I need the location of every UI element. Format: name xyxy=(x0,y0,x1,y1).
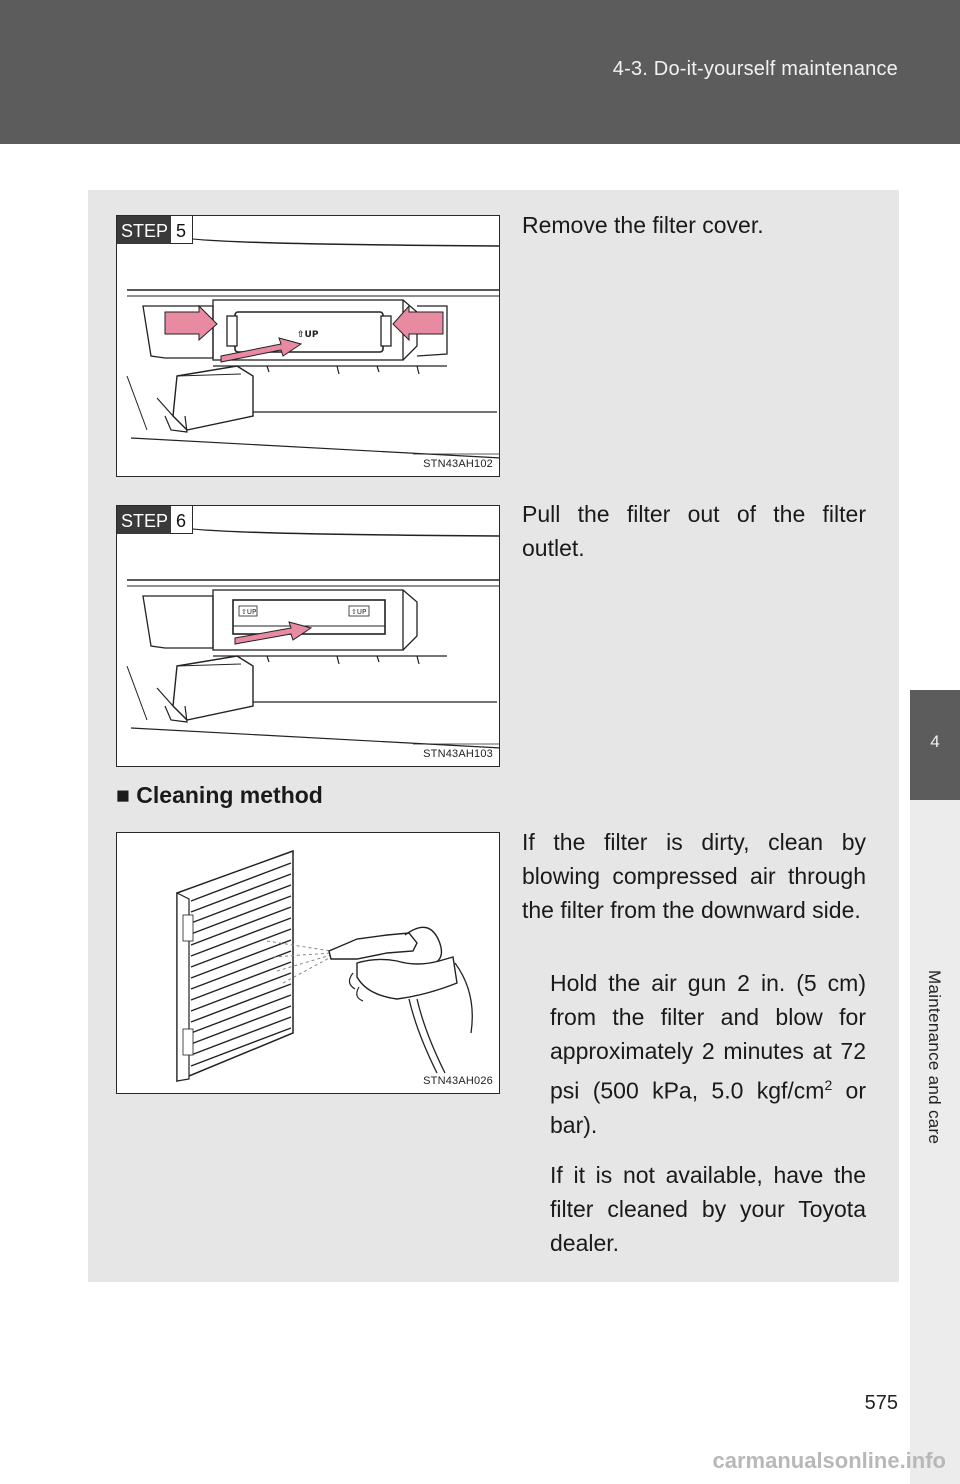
airgun-note-main: Hold the air gun 2 in. (5 cm) from the filter and blow for approximately 2 minutes at 72 psi (500 kPa, 5.0 kgf/cm xyxy=(550,970,866,1104)
cleaning-heading-text: Cleaning method xyxy=(136,782,323,808)
cleaning-note-airgun xyxy=(550,966,866,1142)
step5-figure xyxy=(116,215,500,477)
cleaning-figure xyxy=(116,832,500,1094)
chapter-number: 4 xyxy=(930,732,940,751)
svg-text:⇧UP: ⇧UP xyxy=(351,608,367,616)
air-gun-filter-illustration xyxy=(117,833,500,1094)
airgun-note-superscript: 2 xyxy=(824,1077,833,1093)
step-number: 6 xyxy=(171,506,193,534)
step-number: 5 xyxy=(171,216,193,244)
step-badge xyxy=(117,216,193,244)
figure-code: STN43AH103 xyxy=(423,748,493,760)
step6-figure xyxy=(116,505,500,767)
step6-text: Pull the filter out of the filter outlet. xyxy=(522,501,866,561)
chapter-label-text: Maintenance and care xyxy=(925,970,944,1145)
section-title: 4-3. Do-it-yourself maintenance xyxy=(612,58,898,80)
cleaning-paragraph: If the filter is dirty, clean by blowing compressed air through the filter from the downward side. xyxy=(522,829,866,923)
page-number: 575 xyxy=(864,1392,898,1414)
airgun-note-tail: or bar). xyxy=(550,1077,867,1138)
figure-code: STN43AH026 xyxy=(423,1075,493,1087)
svg-text:⇧UP: ⇧UP xyxy=(297,330,319,340)
cleaning-heading xyxy=(116,782,323,809)
step-word: STEP xyxy=(117,506,171,534)
figure-code: STN43AH102 xyxy=(423,458,493,470)
page-header xyxy=(0,0,960,144)
watermark: carmanualsonline.info xyxy=(712,1448,946,1473)
chapter-tab xyxy=(910,690,960,800)
filter-pull-illustration xyxy=(117,506,500,767)
chapter-side-label xyxy=(910,800,960,1484)
step-badge xyxy=(117,506,193,534)
step5-text: Remove the filter cover. xyxy=(522,212,764,238)
step-word: STEP xyxy=(117,216,171,244)
filter-cover-illustration xyxy=(117,216,500,477)
cleaning-note-dealer: If it is not available, have the filter cleaned by your Toyota dealer. xyxy=(550,1162,866,1256)
square-bullet-icon: ■ xyxy=(116,782,130,808)
svg-text:⇧UP: ⇧UP xyxy=(241,608,257,616)
